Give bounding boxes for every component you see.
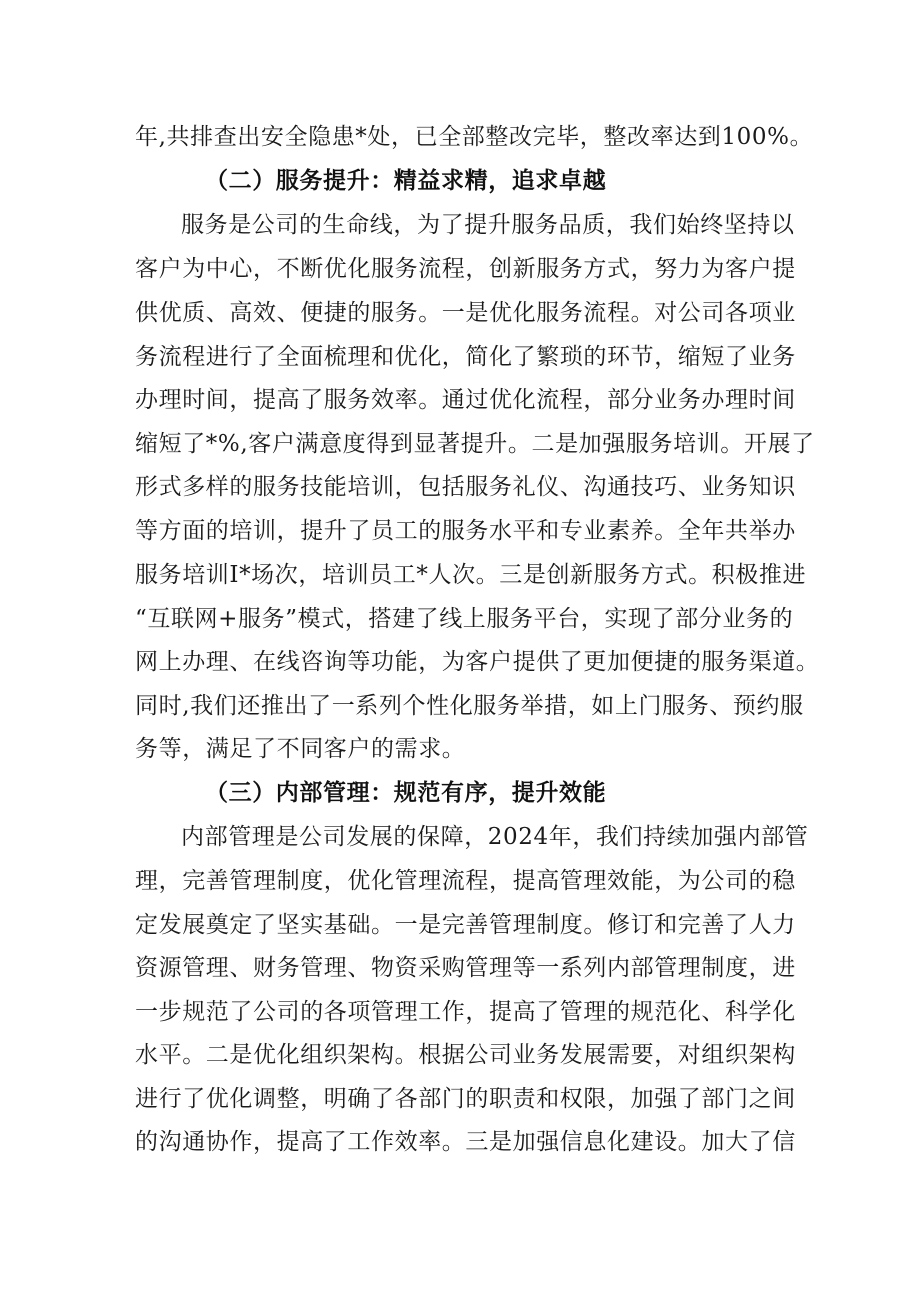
paragraph-line: 理，完善管理制度，优化管理流程，提高管理效能，为公司的稳 bbox=[135, 868, 796, 894]
paragraph-line: 资源管理、财务管理、物资采购管理等一系列内部管理制度，进 bbox=[135, 955, 796, 981]
paragraph-line: 服务培训I*场次，培训员工*人次。三是创新服务方式。积极推进 bbox=[135, 562, 807, 588]
paragraph-line: 缩短了*%,客户满意度得到显著提升。二是加强服务培训。开展了 bbox=[135, 431, 815, 457]
section-heading-management: （三）内部管理：规范有序，提升效能 bbox=[205, 780, 607, 806]
paragraph-line: 办理时间，提高了服务效率。通过优化流程，部分业务办理时间 bbox=[135, 387, 796, 413]
paragraph-line: 形式多样的服务技能培训，包括服务礼仪、沟通技巧、业务知识 bbox=[135, 474, 796, 500]
paragraph-line: 年,共排查出安全隐患*处，已全部整改完毕，整改率达到100%。 bbox=[135, 124, 814, 150]
paragraph-line: 同时,我们还推出了一系列个性化服务举措，如上门服务、预约服 bbox=[135, 693, 804, 719]
paragraph-line: 客户为中心，不断优化服务流程，创新服务方式，努力为客户提 bbox=[135, 256, 796, 282]
paragraph-line: 的沟通协作，提高了工作效率。三是加强信息化建设。加大了信 bbox=[135, 1129, 796, 1155]
paragraph-line: 定发展奠定了坚实基础。一是完善管理制度。修订和完善了人力 bbox=[135, 912, 796, 938]
paragraph-line: 务流程进行了全面梳理和优化，简化了繁琐的环节，缩短了业务 bbox=[135, 344, 796, 370]
paragraph-line: 等方面的培训，提升了员工的服务水平和专业素养。全年共举办 bbox=[135, 518, 796, 544]
paragraph-line: 一步规范了公司的各项管理工作，提高了管理的规范化、科学化 bbox=[135, 999, 796, 1025]
section-heading-service: （二）服务提升：精益求精，追求卓越 bbox=[205, 168, 607, 194]
paragraph-line: 水平。二是优化组织架构。根据公司业务发展需要，对组织架构 bbox=[135, 1042, 796, 1068]
paragraph-line: “互联网+服务”模式，搭建了线上服务平台，实现了部分业务的 bbox=[135, 606, 794, 632]
paragraph-line: 内部管理是公司发展的保障，2024年，我们持续加强内部管 bbox=[181, 824, 809, 850]
paragraph-line: 服务是公司的生命线，为了提升服务品质，我们始终坚持以 bbox=[181, 212, 795, 238]
paragraph-line: 供优质、高效、便捷的服务。一是优化服务流程。对公司各项业 bbox=[135, 300, 796, 326]
paragraph-line: 进行了优化调整，明确了各部门的职责和权限，加强了部门之间 bbox=[135, 1086, 796, 1112]
paragraph-line: 网上办理、在线咨询等功能，为客户提供了更加便捷的服务渠道。 bbox=[135, 649, 820, 675]
paragraph-line: 务等，满足了不同客户的需求。 bbox=[135, 736, 466, 762]
